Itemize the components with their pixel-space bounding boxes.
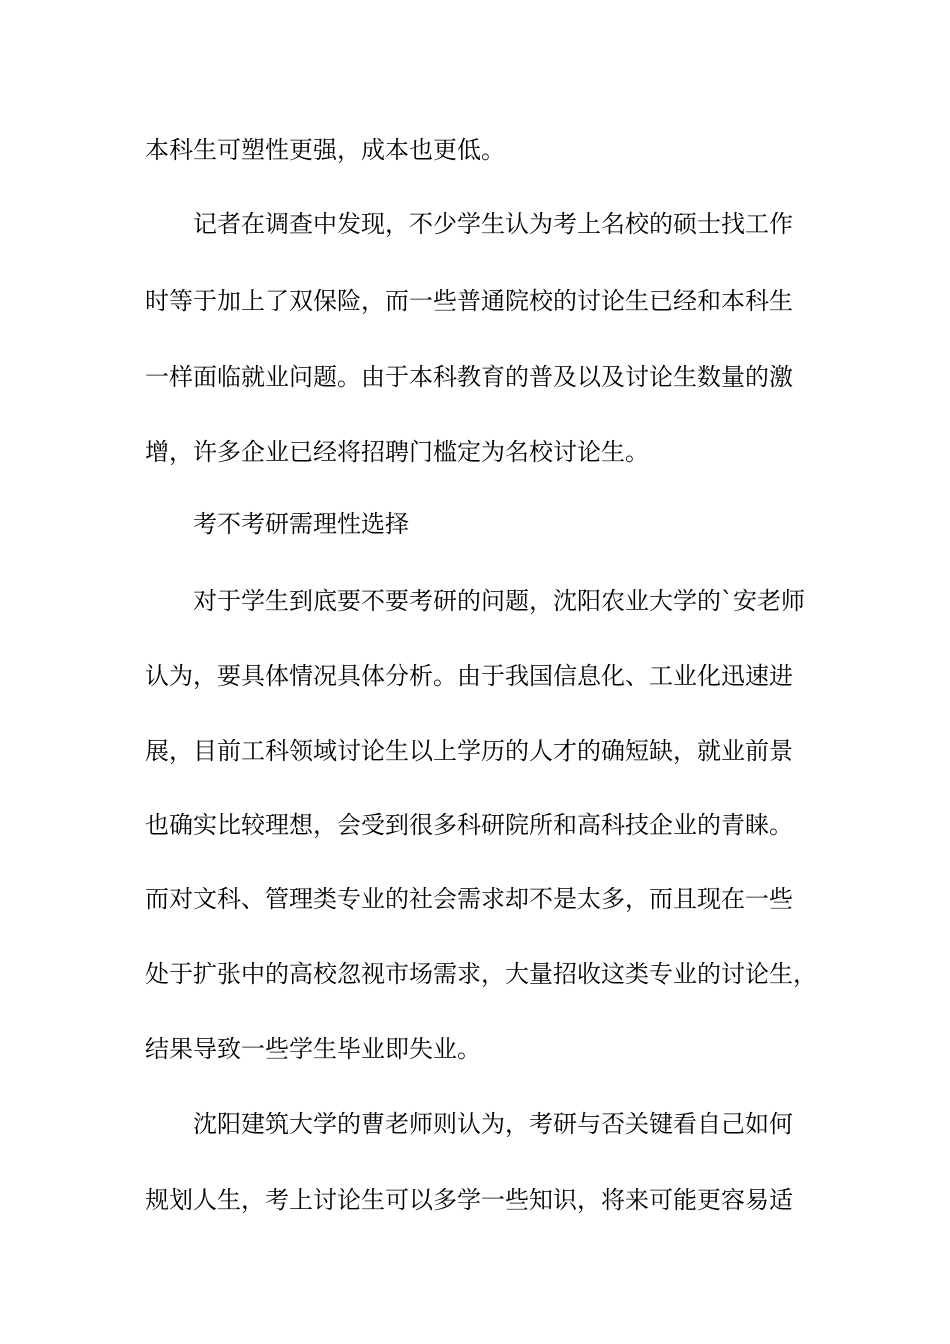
- text-line-12: 处于扩张中的高校忽视市场需求，大量招收这类专业的讨论生，: [145, 960, 817, 988]
- text-line-10: 也确实比较理想，会受到很多科研院所和高科技企业的青睐。: [145, 811, 793, 839]
- text-line-2: 记者在调查中发现，不少学生认为考上名校的硕士找工作: [193, 210, 793, 238]
- text-line-9: 展，目前工科领域讨论生以上学历的人才的确短缺，就业前景: [145, 737, 793, 765]
- text-line-4: 一样面临就业问题。由于本科教育的普及以及讨论生数量的激: [145, 363, 793, 391]
- section-heading: 考不考研需理性选择: [193, 510, 409, 538]
- text-line-1: 本科生可塑性更强，成本也更低。: [145, 136, 505, 164]
- text-line-15: 规划人生，考上讨论生可以多学一些知识，将来可能更容易适: [145, 1186, 793, 1214]
- text-line-5: 增，许多企业已经将招聘门槛定为名校讨论生。: [145, 438, 649, 466]
- text-line-11: 而对文科、管理类专业的社会需求却不是太多，而且现在一些: [145, 885, 793, 913]
- text-line-7: 对于学生到底要不要考研的问题，沈阳农业大学的`安老师: [193, 587, 805, 615]
- text-line-3: 时等于加上了双保险，而一些普通院校的讨论生已经和本科生: [145, 287, 793, 315]
- text-line-13: 结果导致一些学生毕业即失业。: [145, 1035, 481, 1063]
- text-line-8: 认为，要具体情况具体分析。由于我国信息化、工业化迅速进: [145, 662, 793, 690]
- text-line-14: 沈阳建筑大学的曹老师则认为，考研与否关键看自己如何: [193, 1110, 793, 1138]
